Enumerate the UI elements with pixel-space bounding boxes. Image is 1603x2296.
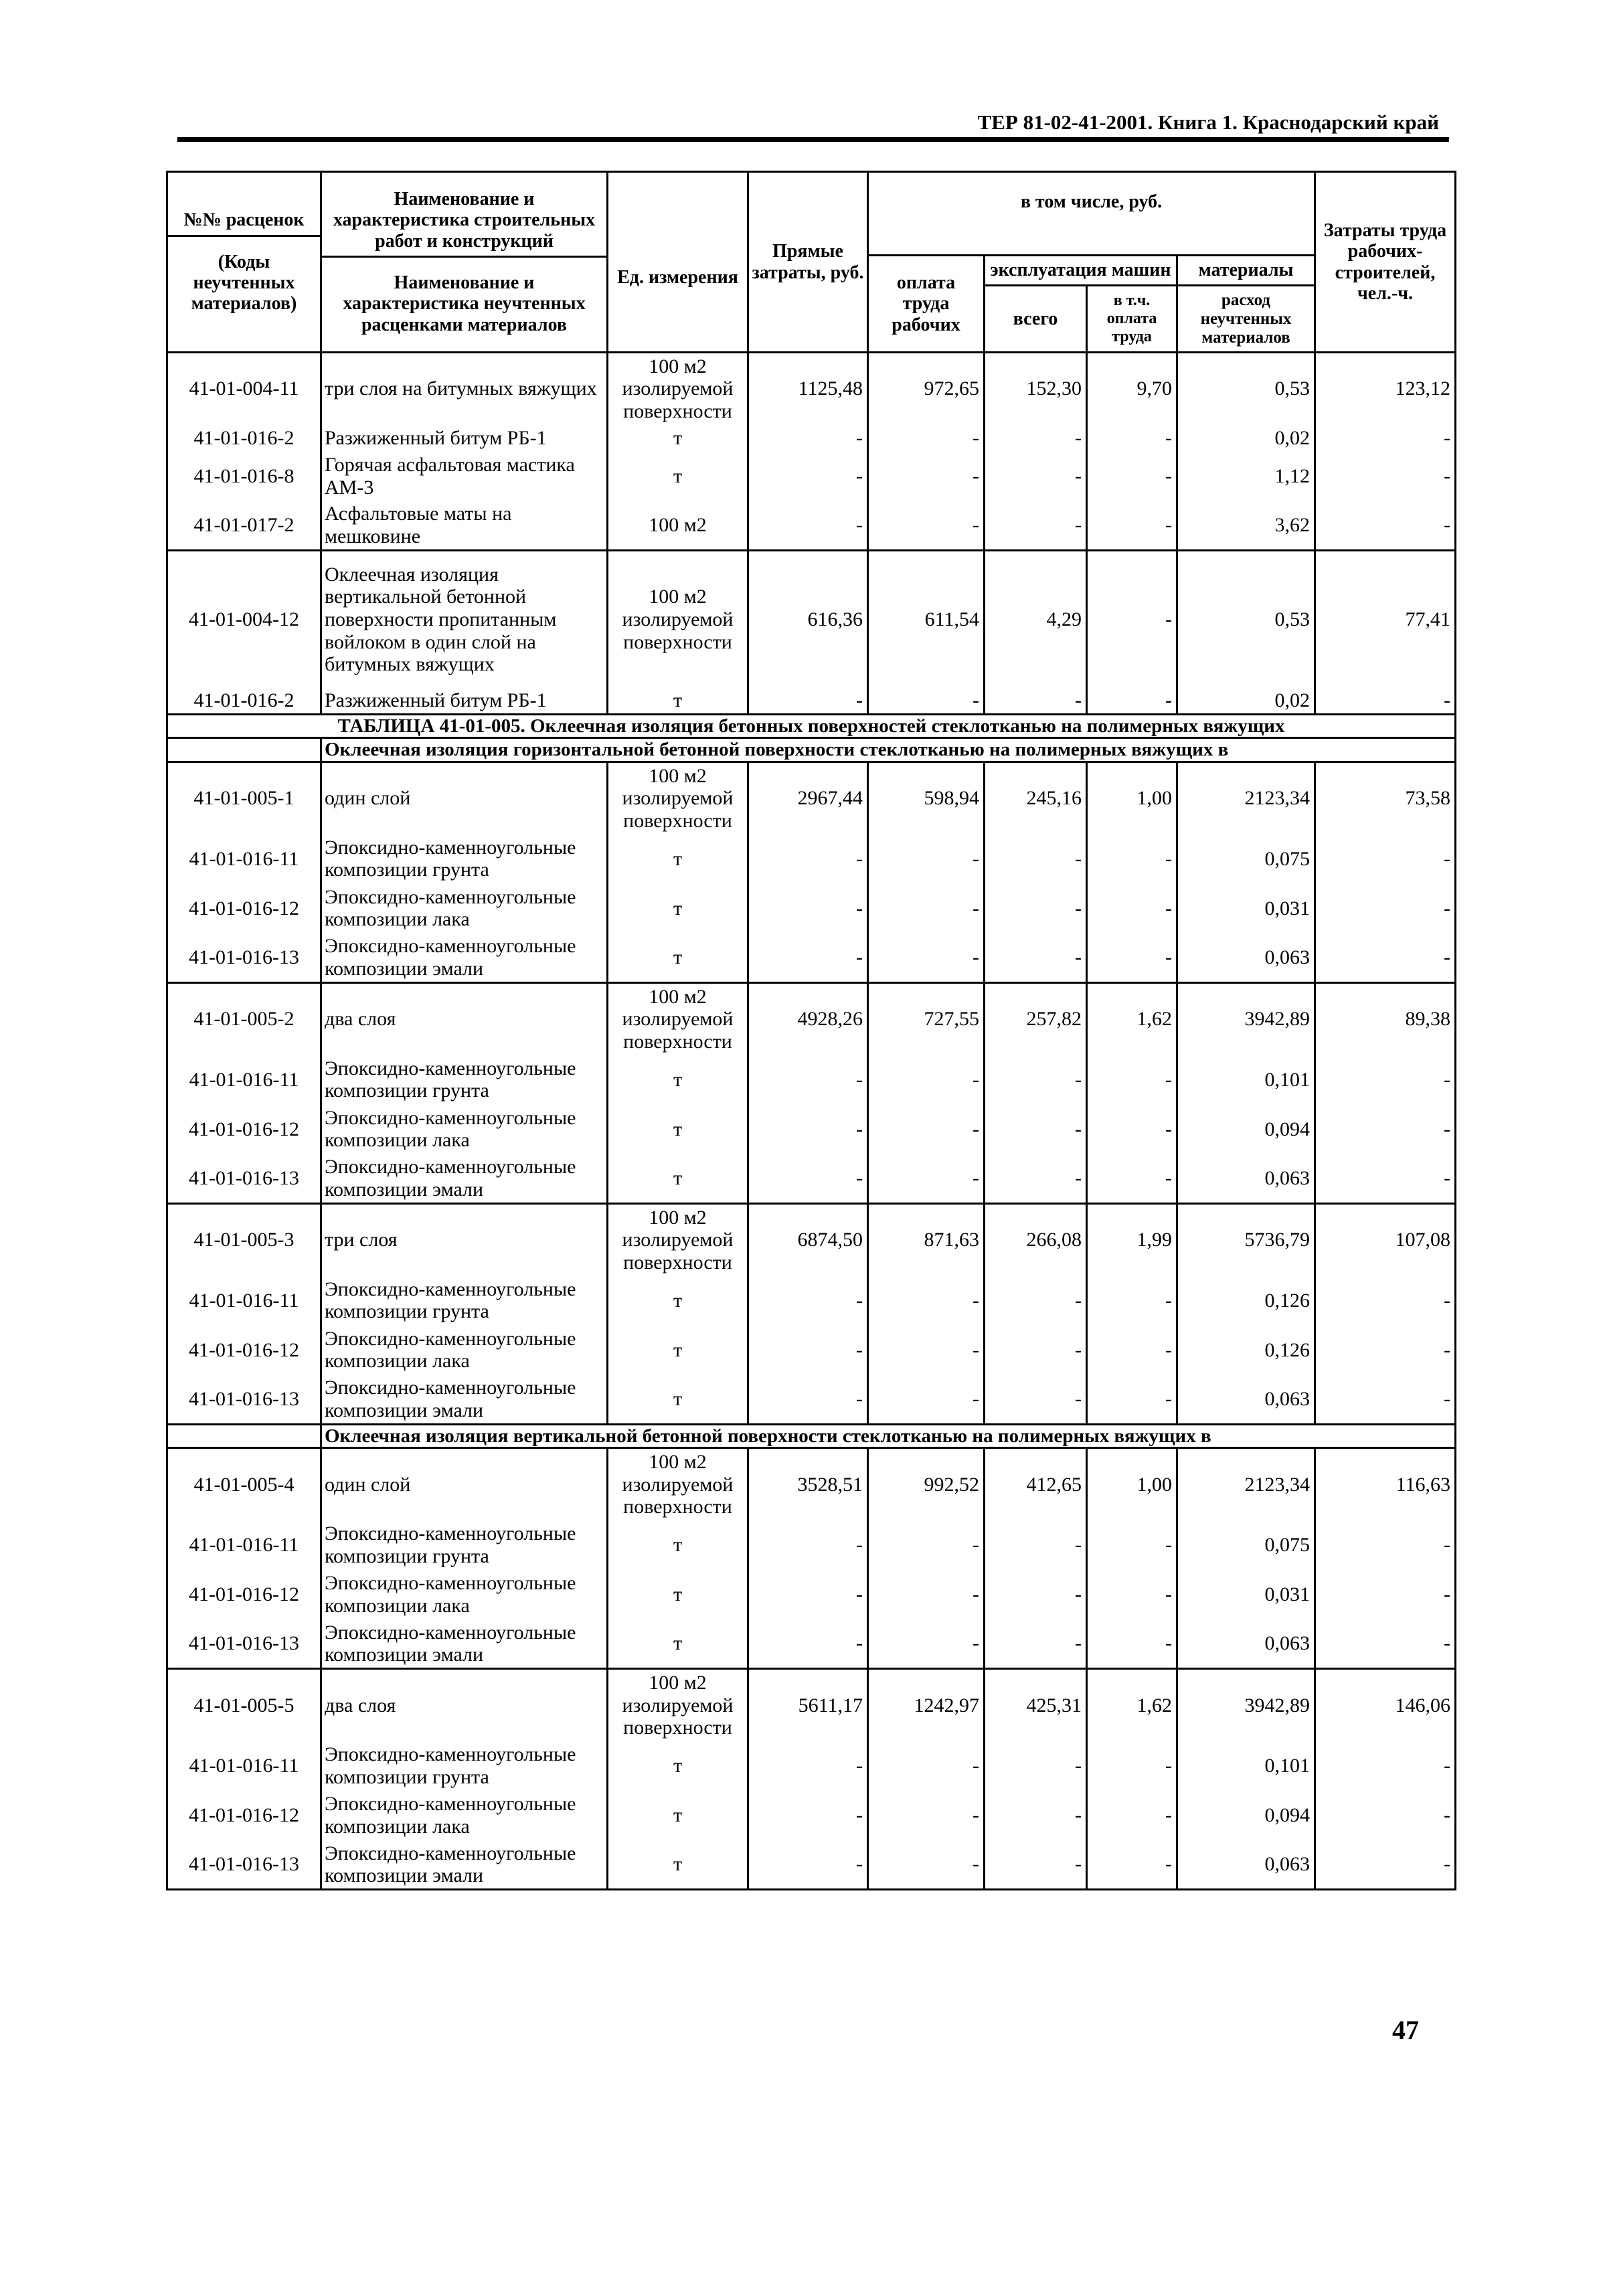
cell-labor-cost: - <box>1315 1055 1456 1104</box>
rate-groups-section1 <box>167 762 1456 1424</box>
cell-name: Оклеечная изоляция вертикальной бетонной поверхности пропитанным войлоком в один слой на битумных вяжущих <box>321 551 608 688</box>
cell-name: Эпоксидно-каменноугольные композиции грунта <box>321 834 608 883</box>
cell-materials: 0,063 <box>1177 1154 1315 1203</box>
cell-code: 41-01-016-12 <box>167 1570 321 1619</box>
material-row <box>167 1619 1456 1669</box>
cell-machines-total: 245,16 <box>985 762 1087 834</box>
col-code-subtitle: (Коды неучтенных материалов) <box>191 251 297 315</box>
cell-unit: т <box>608 1791 748 1840</box>
table-header <box>167 172 1456 353</box>
cell-unit: 100 м2 изолируемой поверхности <box>608 353 748 425</box>
col-name-header <box>321 172 608 353</box>
cell-machines-labor: 1,00 <box>1087 1448 1177 1520</box>
cell-labor-pay: - <box>868 1619 985 1669</box>
cell-machines-labor: - <box>1087 1520 1177 1570</box>
cell-unit: 100 м2 изолируемой поверхности <box>608 982 748 1055</box>
page-number: 47 <box>1392 2015 1419 2045</box>
cell-name: Эпоксидно-каменноугольные композиции эмали <box>321 1619 608 1669</box>
cell-unit: т <box>608 1741 748 1791</box>
cell-labor-pay: - <box>868 1154 985 1203</box>
cell-name: два слоя <box>321 1669 608 1741</box>
cell-machines-labor: - <box>1087 1104 1177 1154</box>
material-row <box>167 1741 1456 1791</box>
cell-machines-labor: - <box>1087 452 1177 501</box>
cell-materials: 0,02 <box>1177 425 1315 452</box>
cell-code: 41-01-016-8 <box>167 452 321 501</box>
cell-code: 41-01-005-2 <box>167 982 321 1055</box>
cell-machines-labor: - <box>1087 1619 1177 1669</box>
cell-direct: - <box>748 1791 868 1840</box>
cell-machines-labor: - <box>1087 1840 1177 1890</box>
cell-direct: - <box>748 1104 868 1154</box>
cell-name: два слоя <box>321 982 608 1055</box>
cell-name: три слоя <box>321 1203 608 1275</box>
cell-machines-total: - <box>985 1791 1087 1840</box>
cell-materials: 0,063 <box>1177 933 1315 982</box>
cell-machines-total: - <box>985 1325 1087 1375</box>
cell-materials: 0,101 <box>1177 1055 1315 1104</box>
cell-machines-total: - <box>985 883 1087 933</box>
cell-code: 41-01-016-11 <box>167 1055 321 1104</box>
section2-title: Оклеечная изоляция вертикальной бетонной поверхности стеклотканью на полимерных вяжущих в <box>321 1424 1456 1447</box>
cell-name: Эпоксидно-каменноугольные композиции лака <box>321 883 608 933</box>
cell-name: один слой <box>321 1448 608 1520</box>
material-row <box>167 501 1456 551</box>
cell-code: 41-01-016-13 <box>167 1154 321 1203</box>
rate-row <box>167 551 1456 688</box>
cell-unit: т <box>608 1275 748 1325</box>
cell-materials: 0,063 <box>1177 1840 1315 1890</box>
cell-labor-pay: 598,94 <box>868 762 985 834</box>
cell-labor-pay: - <box>868 1840 985 1890</box>
col-name-title: Наименование и характеристика строительных работ и конструкций <box>322 185 606 258</box>
section2-block <box>167 1424 1456 1447</box>
cell-materials: 0,02 <box>1177 688 1315 715</box>
cell-machines-labor: - <box>1087 688 1177 715</box>
cell-direct: - <box>748 1154 868 1203</box>
cell-labor-cost: - <box>1315 1570 1456 1619</box>
cell-direct: - <box>748 1325 868 1375</box>
cell-labor-cost: 146,06 <box>1315 1669 1456 1741</box>
cell-machines-labor: - <box>1087 501 1177 551</box>
cell-labor-cost: 89,38 <box>1315 982 1456 1055</box>
cell-machines-total: 152,30 <box>985 353 1087 425</box>
col-name-subtitle: Наименование и характеристика неучтенных расценками материалов <box>343 272 586 335</box>
cell-unit: т <box>608 1520 748 1570</box>
rate-row <box>167 1203 1456 1275</box>
cell-machines-total: - <box>985 1741 1087 1791</box>
cell-labor-cost: - <box>1315 1104 1456 1154</box>
cell-unit: т <box>608 688 748 715</box>
cell-name: Разжиженный битум РБ-1 <box>321 688 608 715</box>
cell-machines-total: 266,08 <box>985 1203 1087 1275</box>
cell-labor-pay: - <box>868 1375 985 1424</box>
cell-labor-cost: - <box>1315 1791 1456 1840</box>
cell-code: 41-01-017-2 <box>167 501 321 551</box>
cell-direct: - <box>748 501 868 551</box>
cell-direct: 4928,26 <box>748 982 868 1055</box>
col-materials-sub-header: расход неучтенных материалов <box>1177 286 1315 353</box>
rate-row <box>167 762 1456 834</box>
cell-labor-cost: - <box>1315 452 1456 501</box>
cell-labor-pay: - <box>868 1570 985 1619</box>
cell-direct: - <box>748 425 868 452</box>
cell-labor-cost: - <box>1315 1741 1456 1791</box>
cell-unit: т <box>608 1375 748 1424</box>
cell-materials: 0,031 <box>1177 1570 1315 1619</box>
cell-labor-pay: - <box>868 1055 985 1104</box>
cell-materials: 0,063 <box>1177 1619 1315 1669</box>
rate-row <box>167 1669 1456 1741</box>
col-code-title: №№ расценок <box>168 205 320 236</box>
cell-unit: т <box>608 1055 748 1104</box>
cell-machines-total: - <box>985 425 1087 452</box>
cell-labor-cost: - <box>1315 1840 1456 1890</box>
cell-machines-total: - <box>985 1375 1087 1424</box>
cell-unit: т <box>608 1570 748 1619</box>
cell-materials: 2123,34 <box>1177 762 1315 834</box>
cell-labor-cost: - <box>1315 501 1456 551</box>
cell-machines-total: - <box>985 834 1087 883</box>
cell-name: Эпоксидно-каменноугольные композиции лака <box>321 1791 608 1840</box>
cell-code: 41-01-016-12 <box>167 1104 321 1154</box>
cell-direct: 616,36 <box>748 551 868 688</box>
cell-direct: - <box>748 834 868 883</box>
cell-direct: 3528,51 <box>748 1448 868 1520</box>
cell-direct: 5611,17 <box>748 1669 868 1741</box>
cell-labor-pay: - <box>868 1741 985 1791</box>
cell-name: Эпоксидно-каменноугольные композиции эмали <box>321 1154 608 1203</box>
cell-direct: - <box>748 933 868 982</box>
cell-machines-total: 412,65 <box>985 1448 1087 1520</box>
cell-machines-labor: - <box>1087 1154 1177 1203</box>
cell-direct: - <box>748 452 868 501</box>
material-row <box>167 883 1456 933</box>
cell-materials: 0,53 <box>1177 551 1315 688</box>
cell-direct: 2967,44 <box>748 762 868 834</box>
rate-row <box>167 353 1456 425</box>
cell-materials: 5736,79 <box>1177 1203 1315 1275</box>
cell-unit: т <box>608 425 748 452</box>
cell-unit: 100 м2 изолируемой поверхности <box>608 1669 748 1741</box>
col-labor-cost-header: Затраты труда рабочих-строителей, чел.-ч. <box>1315 172 1456 353</box>
cell-direct: - <box>748 1375 868 1424</box>
cell-materials: 0,063 <box>1177 1375 1315 1424</box>
cell-direct: - <box>748 1520 868 1570</box>
cell-labor-cost: - <box>1315 425 1456 452</box>
cell-name: Эпоксидно-каменноугольные композиции лака <box>321 1570 608 1619</box>
cell-code: 41-01-004-11 <box>167 353 321 425</box>
material-row <box>167 933 1456 982</box>
cell-unit: 100 м2 изолируемой поверхности <box>608 1203 748 1275</box>
col-machines-labor-header: в т.ч. оплата труда <box>1087 286 1177 353</box>
running-header: ТЕР 81-02-41-2001. Книга 1. Краснодарский край <box>977 110 1439 134</box>
col-labor-pay-header: оплата труда рабочих <box>868 256 985 353</box>
material-row <box>167 1275 1456 1325</box>
cell-name: Эпоксидно-каменноугольные композиции грунта <box>321 1520 608 1570</box>
cell-direct: - <box>748 883 868 933</box>
cell-labor-pay: 972,65 <box>868 353 985 425</box>
col-machines-header: эксплуатация машин <box>985 256 1177 286</box>
cell-machines-total: - <box>985 1520 1087 1570</box>
cell-machines-labor: - <box>1087 1325 1177 1375</box>
col-machines-total-header: всего <box>985 286 1087 353</box>
cell-direct: - <box>748 1619 868 1669</box>
cell-code: 41-01-005-4 <box>167 1448 321 1520</box>
cell-direct: - <box>748 688 868 715</box>
cell-labor-cost: - <box>1315 1275 1456 1325</box>
cell-labor-cost: - <box>1315 834 1456 883</box>
cell-machines-labor: - <box>1087 1375 1177 1424</box>
cell-labor-cost: 116,63 <box>1315 1448 1456 1520</box>
cell-code: 41-01-016-13 <box>167 1619 321 1669</box>
cell-materials: 0,031 <box>1177 883 1315 933</box>
material-row <box>167 1570 1456 1619</box>
cell-unit: 100 м2 изолируемой поверхности <box>608 1448 748 1520</box>
cell-labor-cost: - <box>1315 688 1456 715</box>
cell-materials: 0,075 <box>1177 1520 1315 1570</box>
cell-code: 41-01-016-11 <box>167 1741 321 1791</box>
section-spacer <box>167 738 321 762</box>
cell-labor-cost: - <box>1315 1325 1456 1375</box>
cell-labor-pay: - <box>868 1325 985 1375</box>
cell-machines-labor: - <box>1087 834 1177 883</box>
cell-labor-cost: - <box>1315 1619 1456 1669</box>
material-row <box>167 425 1456 452</box>
material-row <box>167 1325 1456 1375</box>
cell-name: Асфальтовые маты на мешковине <box>321 501 608 551</box>
rate-row <box>167 982 1456 1055</box>
cell-unit: т <box>608 883 748 933</box>
cell-labor-pay: - <box>868 1104 985 1154</box>
cell-labor-cost: 123,12 <box>1315 353 1456 425</box>
rate-groups-section2 <box>167 1448 1456 1890</box>
cell-unit: т <box>608 1325 748 1375</box>
col-direct-header: Прямые затраты, руб. <box>748 172 868 353</box>
cell-unit: т <box>608 1154 748 1203</box>
header-rule <box>177 137 1449 142</box>
rate-groups-top <box>167 353 1456 715</box>
cell-labor-cost: - <box>1315 1154 1456 1203</box>
cell-code: 41-01-016-2 <box>167 688 321 715</box>
cell-labor-pay: - <box>868 688 985 715</box>
cell-code: 41-01-016-13 <box>167 1375 321 1424</box>
cell-machines-labor: - <box>1087 883 1177 933</box>
cell-name: Эпоксидно-каменноугольные композиции грунта <box>321 1275 608 1325</box>
cell-unit: т <box>608 1840 748 1890</box>
cell-labor-pay: - <box>868 883 985 933</box>
cell-name: три слоя на битумных вяжущих <box>321 353 608 425</box>
cell-machines-total: - <box>985 1275 1087 1325</box>
cell-unit: т <box>608 1104 748 1154</box>
cell-labor-cost: - <box>1315 1520 1456 1570</box>
cell-machines-total: 257,82 <box>985 982 1087 1055</box>
cell-machines-labor: - <box>1087 1055 1177 1104</box>
col-code-header <box>167 172 321 353</box>
cell-direct: - <box>748 1275 868 1325</box>
cell-machines-labor: - <box>1087 551 1177 688</box>
cell-materials: 3942,89 <box>1177 1669 1315 1741</box>
cell-materials: 0,094 <box>1177 1104 1315 1154</box>
material-row <box>167 1055 1456 1104</box>
cell-direct: - <box>748 1055 868 1104</box>
cell-labor-cost: - <box>1315 883 1456 933</box>
cell-labor-pay: 871,63 <box>868 1203 985 1275</box>
col-incl-header: в том числе, руб. <box>868 172 1315 256</box>
cell-name: Эпоксидно-каменноугольные композиции лака <box>321 1104 608 1154</box>
cell-code: 41-01-016-11 <box>167 834 321 883</box>
cell-materials: 0,53 <box>1177 353 1315 425</box>
cell-labor-pay: 611,54 <box>868 551 985 688</box>
cell-name: Эпоксидно-каменноугольные композиции эмали <box>321 933 608 982</box>
cell-unit: 100 м2 <box>608 501 748 551</box>
cell-direct: - <box>748 1570 868 1619</box>
material-row <box>167 1375 1456 1424</box>
cell-labor-cost: 107,08 <box>1315 1203 1456 1275</box>
cell-machines-total: - <box>985 1570 1087 1619</box>
cell-code: 41-01-016-12 <box>167 1325 321 1375</box>
cell-materials: 1,12 <box>1177 452 1315 501</box>
cell-labor-pay: - <box>868 834 985 883</box>
cell-materials: 3942,89 <box>1177 982 1315 1055</box>
rate-row <box>167 1448 1456 1520</box>
cell-direct: - <box>748 1840 868 1890</box>
cell-machines-total: 4,29 <box>985 551 1087 688</box>
price-table <box>166 171 1456 1890</box>
cell-machines-total: - <box>985 688 1087 715</box>
cell-machines-total: - <box>985 452 1087 501</box>
cell-labor-pay: 1242,97 <box>868 1669 985 1741</box>
cell-machines-labor: 1,62 <box>1087 982 1177 1055</box>
cell-materials: 0,126 <box>1177 1325 1315 1375</box>
col-unit-header: Ед. измерения <box>608 172 748 353</box>
cell-machines-total: - <box>985 501 1087 551</box>
material-row <box>167 688 1456 715</box>
cell-materials: 3,62 <box>1177 501 1315 551</box>
cell-machines-labor: - <box>1087 1570 1177 1619</box>
cell-machines-total: 425,31 <box>985 1669 1087 1741</box>
cell-materials: 0,094 <box>1177 1791 1315 1840</box>
cell-code: 41-01-004-12 <box>167 551 321 688</box>
cell-machines-labor: - <box>1087 1791 1177 1840</box>
cell-labor-pay: - <box>868 933 985 982</box>
table-title-block <box>167 715 1456 762</box>
cell-machines-labor: 9,70 <box>1087 353 1177 425</box>
cell-labor-pay: - <box>868 1520 985 1570</box>
cell-code: 41-01-016-2 <box>167 425 321 452</box>
cell-machines-labor: 1,99 <box>1087 1203 1177 1275</box>
cell-name: Эпоксидно-каменноугольные композиции эмали <box>321 1375 608 1424</box>
cell-direct: - <box>748 1741 868 1791</box>
cell-unit: т <box>608 834 748 883</box>
cell-name: Горячая асфальтовая мастика АМ-3 <box>321 452 608 501</box>
cell-code: 41-01-005-5 <box>167 1669 321 1741</box>
cell-machines-labor: 1,62 <box>1087 1669 1177 1741</box>
cell-name: один слой <box>321 762 608 834</box>
cell-direct: 6874,50 <box>748 1203 868 1275</box>
cell-code: 41-01-005-1 <box>167 762 321 834</box>
cell-unit: 100 м2 изолируемой поверхности <box>608 551 748 688</box>
material-row <box>167 1104 1456 1154</box>
cell-labor-cost: 73,58 <box>1315 762 1456 834</box>
cell-code: 41-01-005-3 <box>167 1203 321 1275</box>
cell-machines-labor: - <box>1087 1741 1177 1791</box>
section-spacer <box>167 1424 321 1447</box>
cell-machines-total: - <box>985 1055 1087 1104</box>
cell-labor-pay: 992,52 <box>868 1448 985 1520</box>
cell-machines-total: - <box>985 933 1087 982</box>
cell-labor-pay: - <box>868 452 985 501</box>
cell-machines-total: - <box>985 1619 1087 1669</box>
material-row <box>167 834 1456 883</box>
cell-code: 41-01-016-12 <box>167 1791 321 1840</box>
material-row <box>167 1520 1456 1570</box>
cell-code: 41-01-016-13 <box>167 1840 321 1890</box>
cell-labor-pay: - <box>868 425 985 452</box>
cell-unit: т <box>608 1619 748 1669</box>
cell-unit: т <box>608 933 748 982</box>
cell-labor-pay: 727,55 <box>868 982 985 1055</box>
cell-name: Эпоксидно-каменноугольные композиции лака <box>321 1325 608 1375</box>
cell-materials: 0,126 <box>1177 1275 1315 1325</box>
cell-direct: 1125,48 <box>748 353 868 425</box>
cell-name: Эпоксидно-каменноугольные композиции грунта <box>321 1741 608 1791</box>
cell-machines-total: - <box>985 1104 1087 1154</box>
cell-name: Эпоксидно-каменноугольные композиции эмали <box>321 1840 608 1890</box>
cell-code: 41-01-016-11 <box>167 1275 321 1325</box>
cell-labor-pay: - <box>868 1791 985 1840</box>
cell-code: 41-01-016-13 <box>167 933 321 982</box>
cell-code: 41-01-016-12 <box>167 883 321 933</box>
section1-title: Оклеечная изоляция горизонтальной бетонной поверхности стеклотканью на полимерных вяжущих в <box>321 738 1456 762</box>
cell-machines-total: - <box>985 1154 1087 1203</box>
material-row <box>167 1154 1456 1203</box>
cell-labor-cost: 77,41 <box>1315 551 1456 688</box>
cell-machines-labor: 1,00 <box>1087 762 1177 834</box>
cell-unit: т <box>608 452 748 501</box>
cell-labor-cost: - <box>1315 1375 1456 1424</box>
cell-materials: 0,101 <box>1177 1741 1315 1791</box>
cell-labor-pay: - <box>868 1275 985 1325</box>
cell-machines-total: - <box>985 1840 1087 1890</box>
material-row <box>167 452 1456 501</box>
cell-machines-labor: - <box>1087 933 1177 982</box>
material-row <box>167 1791 1456 1840</box>
cell-labor-cost: - <box>1315 933 1456 982</box>
cell-materials: 2123,34 <box>1177 1448 1315 1520</box>
cell-name: Разжиженный битум РБ-1 <box>321 425 608 452</box>
cell-labor-pay: - <box>868 501 985 551</box>
cell-unit: 100 м2 изолируемой поверхности <box>608 762 748 834</box>
cell-machines-labor: - <box>1087 425 1177 452</box>
cell-materials: 0,075 <box>1177 834 1315 883</box>
cell-name: Эпоксидно-каменноугольные композиции грунта <box>321 1055 608 1104</box>
cell-machines-labor: - <box>1087 1275 1177 1325</box>
col-materials-header: материалы <box>1177 256 1315 286</box>
material-row <box>167 1840 1456 1890</box>
cell-code: 41-01-016-11 <box>167 1520 321 1570</box>
table-title: ТАБЛИЦА 41-01-005. Оклеечная изоляция бетонных поверхностей стеклотканью на полимерных вяжущих <box>167 715 1456 738</box>
